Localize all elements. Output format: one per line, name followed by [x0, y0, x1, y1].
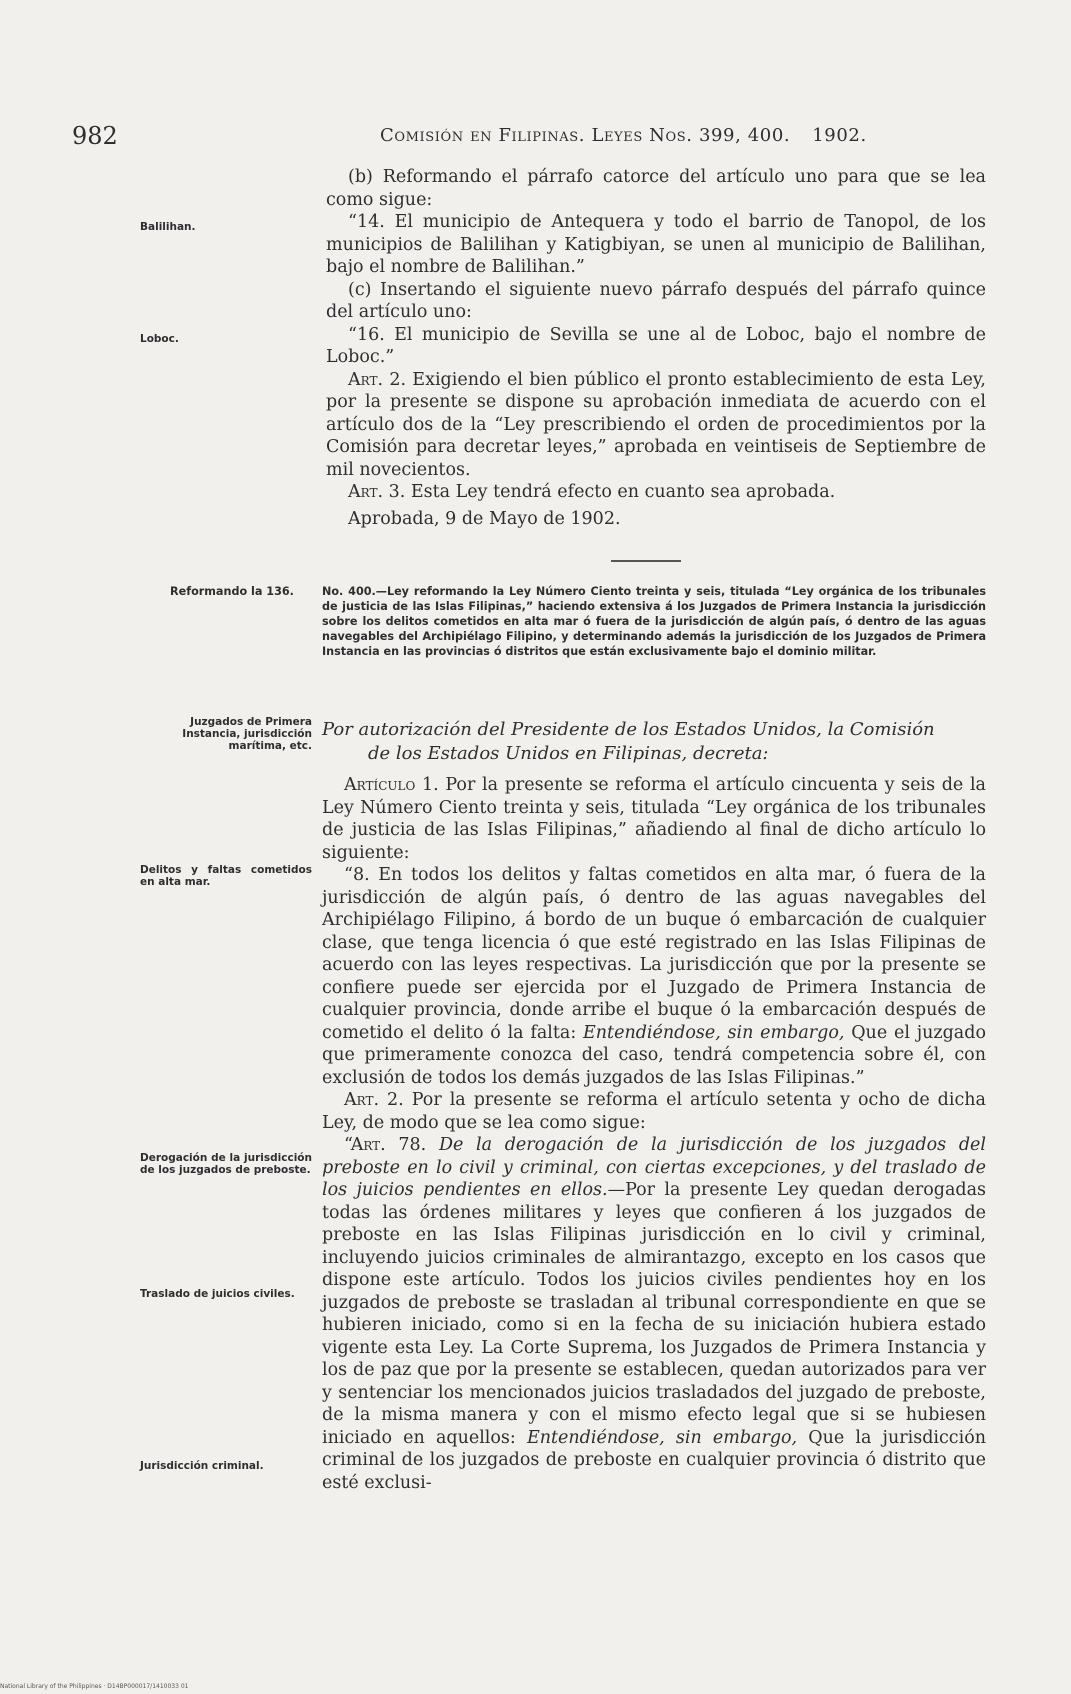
section-divider — [611, 560, 681, 562]
article-text: —Por la presente Ley quedan derogadas todas las órdenes militares y leyes que confieren á los juzgados de preboste en las Islas Filipinas jurisdicción en lo civil y criminal, incluyendo juicios criminales de almirantazgo, excepto en los casos que dispone este artículo. Todos los juicios civiles pendientes hoy en los juzgados de preboste se trasladan al tribunal correspondiente en que se hubieren iniciado, como si en la fecha de su iniciación hubiera estado vigente esta Ley. La Corte Suprema, los Juzgados de Primera Instancia y los de paz que por la presente se establecen, quedan autorizados para ver y sentenciar los mencionados juicios trasladados del juzgado de preboste, de la misma manera y con el mismo efecto legal que si se hubiesen iniciado en aquellos: — [322, 1180, 986, 1448]
law-number: No. 400. — [322, 585, 376, 598]
article-text-end: Que la jurisdicción criminal de los juzgados de preboste en cualquier provincia ó distrito que esté exclusi- — [322, 1427, 986, 1493]
enacting-line-1: Por autorización del Presidente de los Estados Unidos, la Comisión — [322, 719, 935, 740]
margin-note-balilihan: Balilihan. — [140, 221, 196, 233]
margin-note-juzgados: Juzgados de Primera Instancia, jurisdicción marítima, etc. — [182, 716, 312, 752]
running-header — [380, 125, 867, 146]
ley399-body — [326, 166, 986, 530]
ley400-title-block — [322, 584, 986, 659]
ley400-article-1 — [322, 774, 986, 864]
quote-text-end: Que el juzgado que primeramente conozca del caso, tendrá competencia sobre él, con exclusión de todos los demás juzgados de las Islas Filipinas.” — [322, 1022, 986, 1088]
quote-text: “8. En todos los delitos y faltas cometidos en alta mar, ó fuera de la jurisdicción de algún país, ó dentro de las aguas navegables del Archipiélago Filipino, á bordo de un buque ó embarcación de cualquier clase, que tenga licencia ó que esté registrado en las Islas Filipinas de acuerdo con las leyes respectivas. La jurisdicción que por la presente se confiere puede ser ejercida por el Juzgado de Primera Instancia de cualquier provincia, donde arribe el buque ó la embarcación después de cometido el delito ó la falta: — [322, 865, 986, 1043]
paragraph-c: (c) Insertando el siguiente nuevo párrafo después del párrafo quince del artículo uno: — [326, 279, 986, 322]
margin-note-jurisdiccion: Jurisdicción criminal. — [140, 1460, 264, 1472]
enacting-clause — [322, 718, 986, 766]
quote-16: “16. El municipio de Sevilla se une al de Loboc, bajo el nombre de Loboc.” — [326, 324, 986, 367]
ley400-body — [322, 774, 986, 1494]
margin-note-reformando: Reformando la 136. — [170, 585, 294, 598]
ley399-article-2 — [326, 369, 986, 482]
proviso-italic: Entendiéndose, sin embargo, — [526, 1427, 798, 1448]
quote-8 — [322, 864, 986, 1089]
margin-note-traslado: Traslado de juicios civiles. — [140, 1288, 295, 1300]
page-number: 982 — [72, 122, 118, 150]
article-label: Art. 3. — [348, 482, 406, 502]
article-text: Exigiendo el bien público el pronto establecimiento de esta Ley, por la presente se dispone su aprobación inmediata de acuerdo con el artículo dos de la “Ley prescribiendo el orden de procedimientos por la Comisión para decretar leyes,” aprobada en veintiseis de Septiembre de mil novecientos. — [326, 369, 986, 480]
article-text: Esta Ley tendrá efecto en cuanto sea aprobada. — [405, 482, 836, 502]
running-title: Comisión en Filipinas. Leyes Nos. 399, 400. — [380, 125, 791, 146]
margin-note-derogacion: Derogación de la jurisdicción de los juzgados de preboste. — [140, 1152, 312, 1176]
article-text: Por la presente se reforma el artículo cincuenta y seis de la Ley Número Ciento treinta y seis, titulada “Ley orgánica de los tribunales de justicia de las Islas Filipinas,” añadiendo al final de dicho artículo lo siguiente: — [322, 775, 986, 863]
article-78 — [322, 1134, 986, 1494]
ley399-article-3 — [326, 481, 986, 504]
paragraph-b: (b) Reformando el párrafo catorce del artículo uno para que se lea como sigue: — [326, 167, 986, 210]
ley400-article-2 — [322, 1089, 986, 1134]
article-text: Por la presente se reforma el artículo setenta y ocho de dicha Ley, de modo que se lea como sigue: — [322, 1090, 986, 1133]
enacting-line-2: de los Estados Unidos en Filipinas, decreta: — [368, 743, 769, 764]
running-year: 1902. — [812, 125, 867, 146]
proviso-italic: Entendiéndose, sin embargo, — [583, 1022, 845, 1043]
article-label: Art. 2. — [344, 1090, 404, 1110]
article-label: Artículo 1. — [344, 775, 439, 795]
article-label: “Art. 78. — [344, 1135, 427, 1155]
law-title: —Ley reformando la Ley Número Ciento treinta y seis, titulada “Ley orgánica de los tribunales de justicia de las Islas Filipinas,” haciendo extensiva á los Juzgados de Primera Instancia la jurisdicción sobre los delitos cometidos en alta mar ó fuera de la jurisdicción de algún país, ó dentro de las aguas navegables del Archipiélago Filipino, y determinando además la jurisdicción de los Juzgados de Primera Instancia en las provincias ó distritos que están exclusivamente bajo el dominio militar. — [322, 585, 986, 658]
quote-14: “14. El municipio de Antequera y todo el barrio de Tanopol, de los municipios de Balilihan y Katigbiyan, se unen al municipio de Balilihan, bajo el nombre de Balilihan.” — [326, 212, 986, 277]
article-label: Art. 2. — [348, 369, 407, 390]
scan-footer: National Library of the Philippines · D14BP000017/1410033 01 — [0, 1683, 189, 1690]
ley400-heading — [170, 584, 986, 659]
article-78-heading: De la derogación de la jurisdicción de los juzgados del preboste en lo civil y criminal, con ciertas excepciones, y del traslado de los juicios pendientes en ellos. — [322, 1135, 986, 1200]
approval-date: Aprobada, 9 de Mayo de 1902. — [348, 508, 621, 529]
margin-note-delitos: Delitos y faltas cometidos en alta mar. — [140, 864, 312, 888]
margin-note-loboc: Loboc. — [140, 333, 179, 345]
